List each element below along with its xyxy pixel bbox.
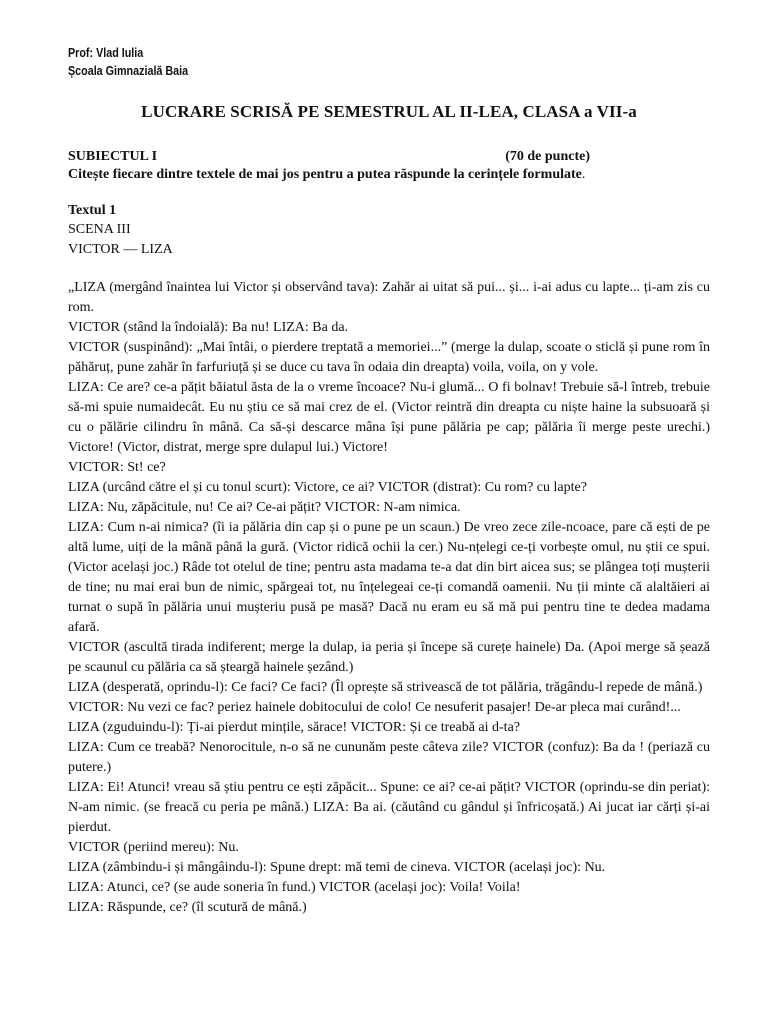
instruction-text: Citește fiecare dintre textele de mai jos pentru a putea răspunde la cerințele formulate <box>68 167 582 182</box>
text1-scene: SCENA III <box>68 222 131 237</box>
paragraph: VICTOR (stând la îndoială): Ba nu! LIZA: Ba da. <box>68 320 349 335</box>
paragraph: „LIZA (mergând înaintea lui Victor și observând tava): Zahăr ai uitat să pui... și... i-ai adus cu lapte... ți-am zis cu rom. <box>68 280 710 315</box>
text1-characters: VICTOR — LIZA <box>68 242 173 257</box>
paragraph: LIZA: Răspunde, ce? (îl scutură de mână.) <box>68 900 307 915</box>
paragraph: VICTOR (suspinând): „Mai întâi, o pierdere treptată a memoriei...” (merge la dulap, scoate o sticlă și pune rom în păhăruț, pune zahăr în farfuriuță și se duce cu tava în odaia din dreapta) voila, voila, on y vole. <box>68 340 710 375</box>
paragraph: LIZA: Nu, zăpăcitule, nu! Ce ai? Ce-ai pățit? VICTOR: N-am nimica. <box>68 500 461 515</box>
author-name: Prof: Vlad Iulia <box>68 46 144 60</box>
subject-header <box>68 148 710 166</box>
paragraph: VICTOR: St! ce? <box>68 460 166 475</box>
subject-instruction <box>68 166 710 184</box>
paragraph: VICTOR: Nu vezi ce fac? periez hainele dobitocului de colo! Ce nesuferit pasajer! De-ar pleca mai curând!... <box>68 700 681 715</box>
text1-title: Textul 1 <box>68 203 117 218</box>
instruction-period: . <box>581 167 586 182</box>
author-block <box>68 44 620 80</box>
paragraph: LIZA: Ce are? ce-a pățit băiatul ăsta de la o vreme încoace? Nu-i glumă... O fi bolnav! Trebuie să-l întreb, trebuie să-mi spuie numaidecât. Eu nu știu ce să mai crez de el. (Victor reintră din dreapta cu niște haine la subsuoară și cu o pălărie cilindru în mână. Ca să-și descarce mâna își pune pălăria pe cap; pălăria îi merge peste urechi.) Victore! (Victor, distrat, merge spre dulapul lui.) Victore! <box>68 380 710 455</box>
paragraph: VICTOR (ascultă tirada indiferent; merge la dulap, ia peria și începe să curețe hainele) Da. (Apoi merge să șează pe scaunul cu pălăria ca să șteargă hainele șezând.) <box>68 640 710 675</box>
school-name: Școala Gimnazială Baia <box>68 64 189 78</box>
paragraph: LIZA: Ei! Atunci! vreau să știu pentru ce ești zăpăcit... Spune: ce ai? ce-ai pățit? VICTOR (oprindu-se din periat): N-am nimic. (se freacă cu peria pe mână.) LIZA: Ba ai. (căutând cu gândul și înfricoșată.) Ai jucat iar cărți și-ai pierdut. <box>68 780 710 835</box>
subject-name: SUBIECTUL I <box>68 149 158 164</box>
subject-points: (70 de puncte) <box>505 149 590 164</box>
paragraph: LIZA: Atunci, ce? (se aude soneria în fund.) VICTOR (același joc): Voila! Voila! <box>68 880 521 895</box>
paragraph: LIZA: Cum n-ai nimica? (îi ia pălăria din cap și o pune pe un scaun.) De vreo zece zile-ncoace, pare că ești de pe altă lume, uiți de la mână până la gură. (Victor ridică ochii la cer.) Nu-nțelegi ce-ți vorbește omul, nu știi ce spui. (Victor același joc.) Râde tot otelul de tine; pentru asta madama te-a dat din birt aicea sus; se plângea toți mușterii de tine; nu mai erai bun de nimic, spărgeai tot, nu înțelegeai ce-ți comandă oamenii. Nu ții minte că alaltăieri ai turnat o supă în pălăria unui mușteriu pusă pe masă? Dacă nu eram eu să mă pui pentru tine te dedea madama afară. <box>68 520 710 635</box>
paragraph: LIZA (desperată, oprindu-l): Ce faci? Ce faci? (Îl oprește să strivească de tot pălăria, trăgându-l repede de mână.) <box>68 680 703 695</box>
dialogue-body <box>68 278 710 918</box>
paragraph: LIZA (zâmbindu-i și mângâindu-l): Spune drept: mă temi de cineva. VICTOR (același joc): Nu. <box>68 860 606 875</box>
page-title: LUCRARE SCRISĂ PE SEMESTRUL AL II-LEA, CLASA a VII-a <box>141 102 637 121</box>
paragraph: LIZA (zguduindu-l): Ți-ai pierdut mințile, sărace! VICTOR: Și ce treabă ai d-ta? <box>68 720 520 735</box>
paragraph: LIZA (urcând către el și cu tonul scurt): Victore, ce ai? VICTOR (distrat): Cu rom? cu lapte? <box>68 480 587 495</box>
paragraph: VICTOR (periind mereu): Nu. <box>68 840 239 855</box>
paragraph: LIZA: Cum ce treabă? Nenorocitule, n-o să ne cununăm peste câteva zile? VICTOR (confuz): Ba da ! (periază cu putere.) <box>68 740 710 775</box>
